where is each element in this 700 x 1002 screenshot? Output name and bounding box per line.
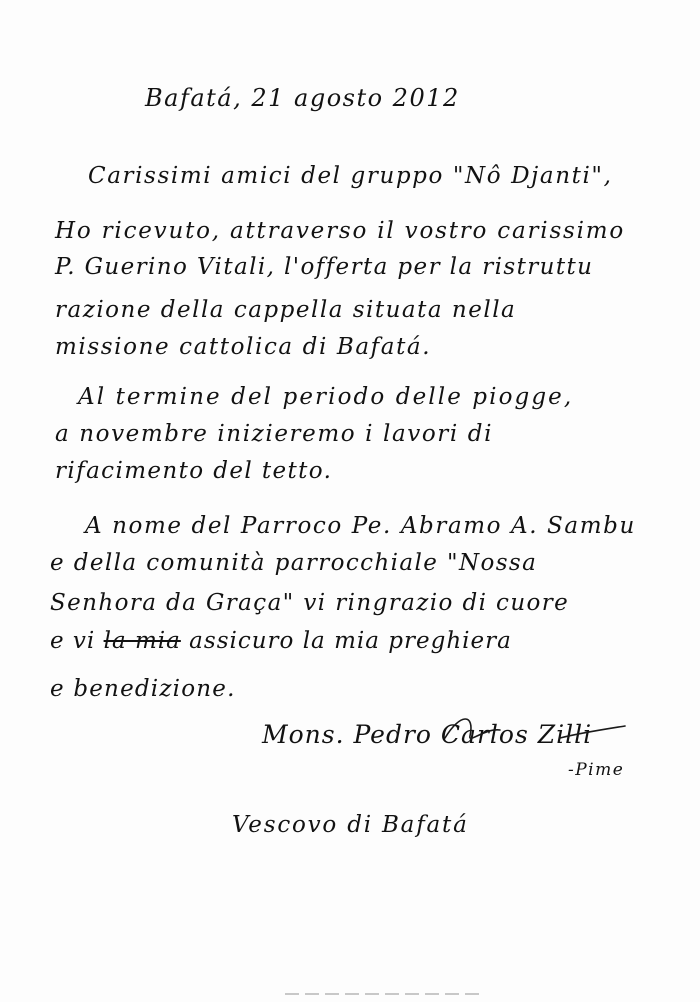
paragraph-3-line-4 (50, 630, 512, 653)
paragraph-1-line-3: razione della cappella situata nella (55, 297, 517, 323)
bottom-smudge (285, 990, 485, 998)
paragraph-1-line-1: Ho ricevuto, attraverso il vostro carissimo (55, 218, 626, 244)
line-4-end: assicuro la mia preghiera (189, 628, 512, 654)
paragraph-2-line-1: Al termine del periodo delle piogge, (78, 384, 574, 410)
paragraph-3-line-5: e benedizione. (50, 676, 236, 702)
paragraph-1-line-4: missione cattolica di Bafatá. (55, 334, 432, 360)
signature-order: -Pime (568, 760, 625, 780)
paragraph-3-line-2: e della comunità parrocchiale "Nossa (50, 550, 538, 576)
letter-date: Bafatá, 21 agosto 2012 (145, 84, 460, 112)
letter-greeting: Carissimi amici del gruppo "Nô Djanti", (88, 163, 613, 189)
signature-flourish (440, 708, 640, 748)
paragraph-2-line-2: a novembre inizieremo i lavori di (55, 421, 494, 447)
paragraph-1-line-2: P. Guerino Vitali, l'offerta per la ristruttu (55, 254, 594, 280)
paragraph-2-line-3: rifacimento del tetto. (55, 458, 333, 484)
paragraph-3-line-3: Senhora da Graça" vi ringrazio di cuore (50, 590, 570, 616)
paragraph-3-line-1: A nome del Parroco Pe. Abramo A. Sambu (85, 513, 636, 539)
signature-name: Mons. Pedro Carlos Zilli (262, 720, 593, 749)
line-4-start: e vi (50, 628, 96, 654)
signature-title: Vescovo di Bafatá (232, 812, 469, 838)
struck-out-words: la mia (103, 628, 181, 654)
